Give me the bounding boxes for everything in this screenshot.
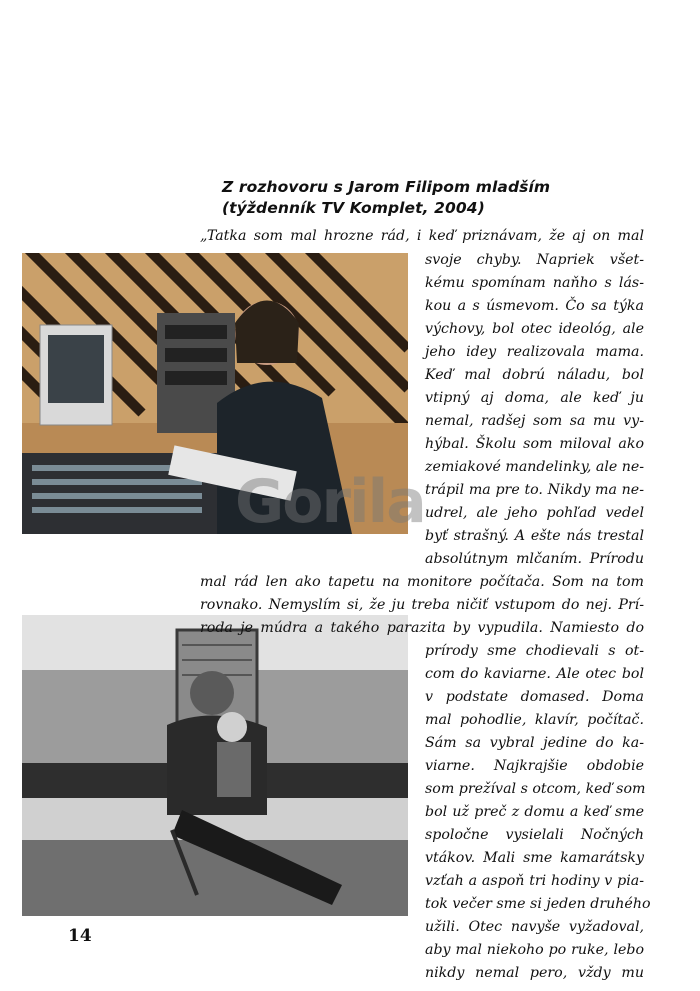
body-line: viarne. Najkrajšie obdobie [425, 758, 644, 774]
body-line: com do kaviarne. Ale otec bol [425, 666, 644, 682]
body-line: vtákov. Mali sme kamarátsky [425, 850, 644, 866]
body-line: tok večer sme si jeden druhého [425, 896, 651, 912]
body-line: aby mal niekoho po ruke, lebo [425, 942, 644, 958]
body-line: udrel, ale jeho pohľad vedel [425, 505, 644, 521]
page-number: 14 [68, 926, 92, 946]
body-line: Keď mal dobrú náladu, bol [425, 367, 644, 383]
body-line: rovnako. Nemyslím si, že ju treba ničiť vstupom do nej. Prí- [200, 597, 644, 613]
body-line: prírody sme chodievali s ot- [425, 643, 644, 659]
body-line: mal pohodlie, klavír, počítač. [425, 712, 644, 728]
body-line: bol už preč z domu a keď sme [425, 804, 644, 820]
body-line: vtipný aj doma, ale keď ju [425, 390, 644, 406]
body-line: byť strašný. A ešte nás trestal [425, 528, 644, 544]
body-line: trápil ma pre to. Nikdy ma ne- [425, 482, 644, 498]
section-heading-line-2: (týždenník TV Komplet, 2004) [222, 199, 485, 217]
body-line: „Tatka som mal hrozne rád, i keď priznávam, že aj on mal [200, 228, 644, 244]
watermark-logo: Gorila [235, 467, 425, 537]
body-line: nemal, radšej som sa mu vy- [425, 413, 644, 429]
family-photo [22, 615, 408, 916]
section-heading-line-1: Z rozhovoru s Jarom Filipom mladším [222, 178, 551, 196]
body-line: nikdy nemal pero, vždy mu [425, 965, 644, 981]
body-line: užili. Otec navyše vyžadoval, [425, 919, 644, 935]
body-line: roda je múdra a takého parazita by vypudila. Namiesto do [200, 620, 644, 636]
body-line: som prežíval s otcom, keď som [425, 781, 646, 797]
body-line: kou a s úsmevom. Čo sa týka [425, 298, 644, 314]
body-line: svoje chyby. Napriek všet- [425, 252, 644, 268]
body-line: spoločne vysielali Nočných [425, 827, 644, 843]
body-line: mal rád len ako tapetu na monitore počítača. Som na tom [200, 574, 644, 590]
body-line: zemiakové mandelinky, ale ne- [425, 459, 645, 475]
body-line: absolútnym mlčaním. Prírodu [425, 551, 644, 567]
body-line: vzťah a aspoň tri hodiny v pia- [425, 873, 644, 889]
body-line: výchovy, bol otec ideológ, ale [425, 321, 644, 337]
body-line: jeho idey realizovala mama. [425, 344, 644, 360]
body-line: hýbal. Školu som miloval ako [425, 436, 644, 452]
body-line: kému spomínam naňho s lás- [425, 275, 644, 291]
body-line: v podstate domased. Doma [425, 689, 644, 705]
body-line: Sám sa vybral jedine do ka- [425, 735, 644, 751]
